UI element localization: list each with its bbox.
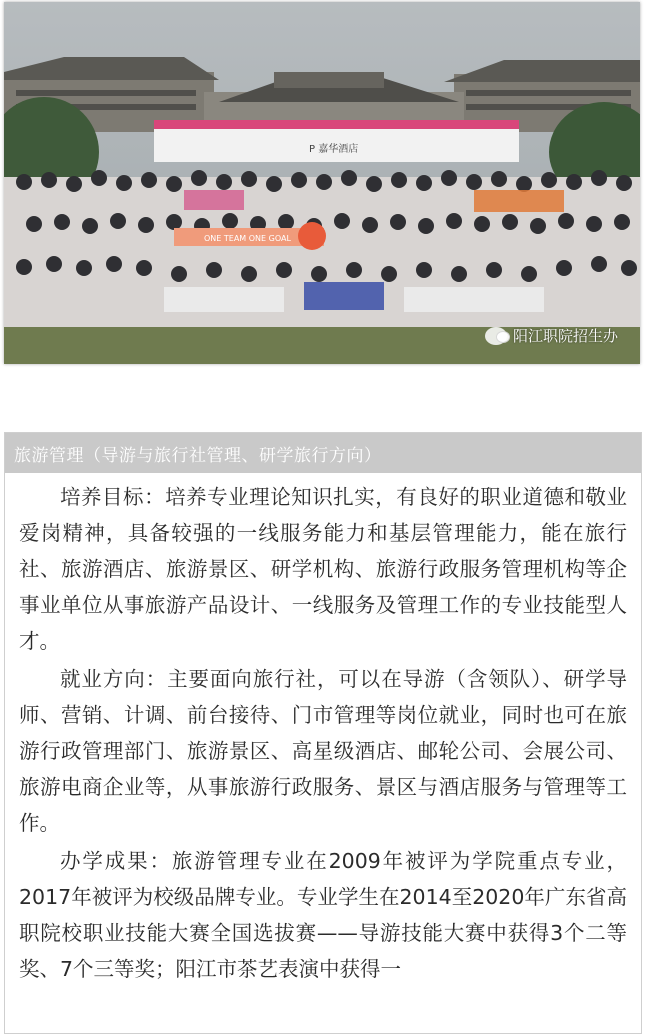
banner-slogan: ONE TEAM ONE GOAL <box>204 234 291 243</box>
crowd <box>4 170 640 327</box>
employment-paragraph: 就业方向：主要面向旅行社，可以在导游（含领队）、研学导师、营销、计调、前台接待、门市管理等岗位就业，同时也可在旅游行政管理部门、旅游景区、高星级酒店、邮轮公司、会展公司、旅游电商企业等，从事旅游行政服务、景区与酒店服务与管理等工作。 <box>19 667 627 835</box>
section-body <box>5 473 641 987</box>
achievements-paragraph: 办学成果：旅游管理专业在2009年被评为学院重点专业，2017年被评为校级品牌专业。专业学生在2014至2020年广东省高职院校职业技能大赛全国选拔赛——导游技能大赛中获得3个二等奖、7个三等奖；阳江市茶艺表演中获得一 <box>19 849 627 981</box>
banner-brand: Ρ 嘉华酒店 <box>309 144 359 155</box>
section-title: 旅游管理（导游与旅行社管理、研学旅行方向） <box>14 445 382 466</box>
watermark <box>485 325 618 346</box>
watermark-text: 阳江职院招生办 <box>512 327 618 345</box>
wechat-icon <box>485 327 507 345</box>
section-title-bar <box>5 433 641 473</box>
group-photo-illustration <box>4 2 640 364</box>
group-photo <box>4 2 640 364</box>
event-banner <box>154 120 519 162</box>
training-goal-paragraph: 培养目标：培养专业理论知识扎实，有良好的职业道德和敬业爱岗精神，具备较强的一线服务能力和基层管理能力，能在旅行社、旅游酒店、旅游景区、研学机构、旅游行政服务管理机构等企事业单位从事旅游产品设计、一线服务及管理工作的专业技能型人才。 <box>19 485 627 653</box>
major-section <box>4 432 642 1034</box>
